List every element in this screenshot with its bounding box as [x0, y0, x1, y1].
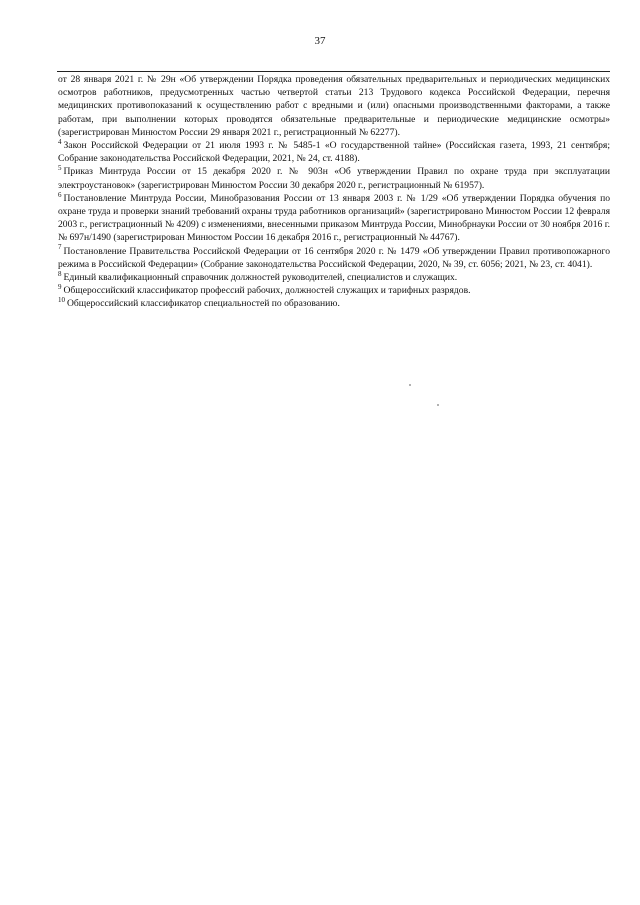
footnote-7	[58, 245, 610, 271]
footnote-marker: 5	[58, 164, 62, 173]
footnote-continuation	[58, 73, 610, 139]
footnote-text: Общероссийский классификатор специальностей по образованию.	[67, 298, 340, 310]
footnote-marker: 8	[58, 269, 62, 278]
footnote-text: Приказ Минтруда России от 15 декабря 2020 г. № 903н «Об утверждении Правил по охране труда при эксплуатации электроустановок» (зарегистрирован Минюстом России 30 декабря 2020 г., регистрационный № 61957).	[58, 166, 610, 191]
footnote-text: Общероссийский классификатор профессий рабочих, должностей служащих и тарифных разрядов.	[63, 285, 471, 297]
footnote-5	[58, 165, 610, 191]
footnote-text: от 28 января 2021 г. № 29н «Об утверждении Порядка проведения обязательных предварительных и периодических медицинских осмотров работников, предусмотренных частью четвертой статьи 213 Трудового кодекса Российской Федерации, перечня медицинских противопоказаний к осуществлению работ с вредными и (или) опасными производственными факторами, а также работам, при выполнении которых проводятся обязательные предварительные и периодические медицинские осмотры» (зарегистрирован Минюстом России 29 января 2021 г., регистрационный № 62277).	[58, 74, 610, 138]
scan-speck	[437, 404, 439, 406]
page-number: 37	[314, 35, 326, 47]
footnote-marker: 6	[58, 190, 62, 199]
footnote-text: Единый квалификационный справочник должностей руководителей, специалистов и служащих.	[63, 272, 458, 284]
footnote-marker: 4	[58, 137, 62, 146]
footnotes-block	[58, 73, 610, 311]
footnote-text: Постановление Минтруда России, Минобразования России от 13 января 2003 г. № 1/29 «Об утверждении Порядка обучения по охране труда и проверки знаний требований охраны труда работников организаций» (зарегистрировано Минюстом России 12 февраля 2003 г., регистрационный № 4209) с изменениями, внесенными приказом Минтруда России, Минобрнауки России от 30 ноября 2016 г. № 697н/1490 (зарегистрирован Минюстом России 16 декабря 2016 г., регистрационный № 44767).	[58, 192, 610, 244]
footnote-8	[58, 271, 610, 284]
footnote-marker: 9	[58, 283, 62, 292]
footnote-text: Постановление Правительства Российской Федерации от 16 сентября 2020 г. № 1479 «Об утверждении Правил противопожарного режима в Российской Федерации» (Собрание законодательства Российской Федерации, 2020, № 39, ст. 6056; 2021, № 23, ст. 4041).	[58, 245, 610, 270]
footnote-10	[58, 297, 610, 310]
footnote-marker: 10	[58, 296, 65, 305]
footnote-6	[58, 192, 610, 245]
footnote-4	[58, 139, 610, 165]
scan-speck	[409, 384, 411, 386]
footnote-separator-line	[57, 71, 610, 72]
footnote-text: Закон Российской Федерации от 21 июля 1993 г. № 5485-1 «О государственной тайне» (Российская газета, 1993, 21 сентября; Собрание законодательства Российской Федерации, 2021, № 24, ст. 4188).	[58, 140, 610, 165]
footnote-9	[58, 284, 610, 297]
footnote-marker: 7	[58, 243, 62, 252]
